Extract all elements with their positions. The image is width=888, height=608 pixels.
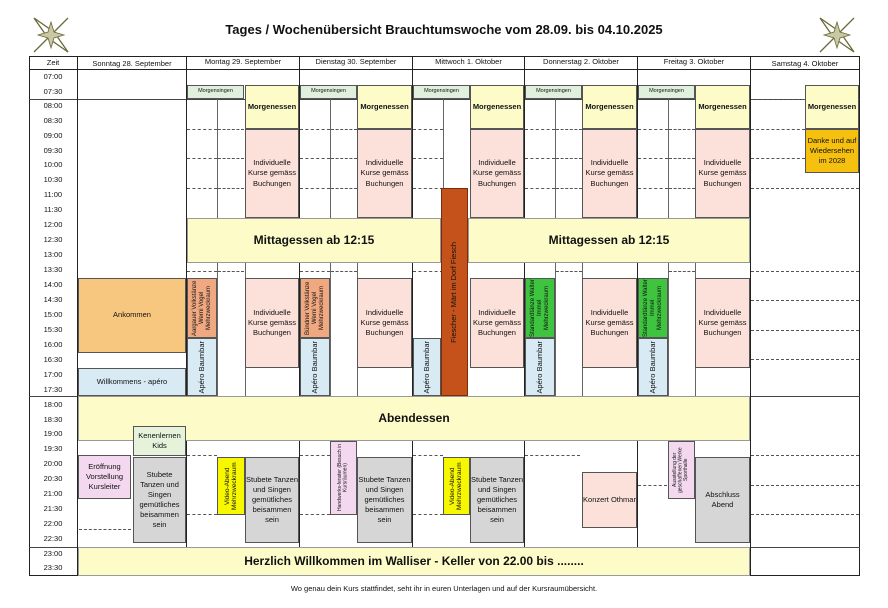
footer-note: Wo genau dein Kurs stattfindet, seht ihr in euren Unterlagen und auf der Kursraumübersicht.: [290, 584, 598, 593]
apero-label: Apéro Baumbar: [421, 340, 431, 394]
event-mittagessen: Mittagessen ab 12:15: [468, 218, 750, 263]
event-morgensingen: Morgensingen: [638, 85, 695, 99]
time-label: 20:30: [43, 474, 63, 483]
event-morgensingen: Morgensingen: [187, 85, 244, 99]
time-label: 15:00: [43, 310, 63, 319]
event-kurse: Individuelle Kurse gemäss Buchungen: [582, 278, 637, 368]
event-kurse: Individuelle Kurse gemäss Buchungen: [695, 278, 750, 368]
apero-label: Apéro Baumbar: [534, 340, 544, 394]
event-video-abend: [443, 457, 470, 515]
time-label: 13:30: [43, 265, 63, 274]
time-label: 17:00: [43, 370, 63, 379]
event-handwerksfenster: [330, 441, 357, 515]
event-ausstellung: [668, 441, 695, 499]
event-aargauer-volkstaenze: [187, 278, 217, 338]
event-kurse: Individuelle Kurse gemäss Buchungen: [245, 278, 299, 368]
event-morgenessen: Morgenessen: [805, 85, 859, 129]
day-header-thursday: Donnerstag 2. Oktober: [543, 57, 619, 66]
time-label: 10:00: [43, 160, 63, 169]
event-morgenessen: Morgenessen: [695, 85, 750, 129]
event-stubete: Stubete Tanzen und Singen gemütliches beisammen sein: [470, 457, 524, 543]
event-stubete: Stubete Tanzen und Singen gemütliches beisammen sein: [133, 457, 186, 543]
time-label: 16:00: [43, 340, 63, 349]
event-apero-baumbar: [413, 338, 441, 396]
event-kurse: Individuelle Kurse gemäss Buchungen: [582, 129, 637, 218]
event-kurse: Individuelle Kurse gemäss Buchungen: [470, 129, 524, 218]
time-label: 23:00: [43, 549, 63, 558]
time-label: 18:30: [43, 415, 63, 424]
time-label: 11:30: [43, 205, 63, 214]
time-label: 12:00: [43, 220, 63, 229]
event-willkommens-apero: Willkommens - apéro: [78, 368, 186, 396]
event-apero-baumbar: [187, 338, 217, 396]
event-fiescher-maert: [441, 188, 468, 396]
ausstellung-label: Ausstellung der geschaffenen Werke Sporthalle: [672, 447, 690, 493]
event-mittagessen: Mittagessen ab 12:15: [187, 218, 441, 263]
time-label: 22:00: [43, 519, 63, 528]
time-label: 20:00: [43, 459, 63, 468]
event-apero-baumbar: [638, 338, 668, 396]
event-apero-baumbar: [525, 338, 555, 396]
time-label: 11:00: [43, 190, 63, 199]
time-label: 21:30: [43, 504, 63, 513]
event-morgenessen: Morgenessen: [470, 85, 524, 129]
time-label: 15:30: [43, 325, 63, 334]
video-label: Video-Abend Mehrzweckraum: [449, 462, 464, 510]
day-header-friday: Freitag 3. Oktober: [663, 57, 725, 66]
time-label: 17:30: [43, 385, 63, 394]
event-walliser-keller: Herzlich Willkommen im Walliser - Keller von 22.00 bis ........: [78, 547, 750, 576]
time-label: 07:30: [43, 87, 63, 96]
event-morgenessen: Morgenessen: [245, 85, 299, 129]
event-danke: Danke und auf Wiedersehen im 2028: [805, 129, 859, 173]
time-label: 14:30: [43, 295, 63, 304]
event-kurse: Individuelle Kurse gemäss Buchungen: [357, 278, 412, 368]
event-kurse: Individuelle Kurse gemäss Buchungen: [245, 129, 299, 218]
event-standardtaenze: [525, 278, 555, 338]
standard-label: Standardtänze Walter Immel Mehrzweckraum: [529, 279, 550, 337]
day-header-sunday: Sonntag 28. September: [92, 59, 172, 68]
event-morgensingen: Morgensingen: [525, 85, 582, 99]
time-label: 19:00: [43, 429, 63, 438]
event-morgenessen: Morgenessen: [582, 85, 637, 129]
time-label: 16:30: [43, 355, 63, 364]
event-kennenlernen-kids: Kenenlernen Kids: [133, 426, 186, 456]
event-stubete: Stubete Tanzen und Singen gemütliches beisammen sein: [357, 457, 412, 543]
time-label: 09:30: [43, 146, 63, 155]
event-video-abend: [217, 457, 245, 515]
day-header-tuesday: Dienstag 30. September: [315, 57, 397, 66]
time-label: 18:00: [43, 400, 63, 409]
event-abendessen: Abendessen: [78, 396, 750, 441]
handwerk-label: Handwerks-fenster (Besuch in Kursräumen): [337, 444, 349, 512]
day-header-wednesday: Mittwoch 1. Oktober: [435, 57, 502, 66]
standard-label: Standardtänze Walter Immel Mehrzweckraum: [642, 279, 663, 337]
event-kurse: Individuelle Kurse gemäss Buchungen: [695, 129, 750, 218]
time-label: 08:30: [43, 116, 63, 125]
apero-label: Apéro Baumbar: [309, 340, 319, 394]
time-label: 09:00: [43, 131, 63, 140]
event-morgensingen: Morgensingen: [413, 85, 470, 99]
time-label: 13:00: [43, 250, 63, 259]
time-label: 12:30: [43, 235, 63, 244]
event-buendner-volkstaenze: [300, 278, 330, 338]
event-kurse: Individuelle Kurse gemäss Buchungen: [357, 129, 412, 218]
event-kurse: Individuelle Kurse gemäss Buchungen: [470, 278, 524, 368]
event-standardtaenze: [638, 278, 668, 338]
time-label: 07:00: [43, 72, 63, 81]
time-label: 22:30: [43, 534, 63, 543]
event-eroeffnung: Eröffnung Vorstellung Kursleiter: [78, 455, 131, 499]
event-konzert: Konzert Othmar: [582, 472, 637, 528]
time-label: 19:30: [43, 444, 63, 453]
event-morgensingen: Morgensingen: [300, 85, 357, 99]
fiescher-label: Fiescher - Märt im Dorf Fiesch: [449, 241, 459, 343]
event-ankommen: Ankommen: [78, 278, 186, 353]
apero-label: Apéro Baumbar: [647, 340, 657, 394]
day-header-monday: Montag 29. September: [204, 57, 282, 66]
page-title: Tages / Wochenübersicht Brauchtumswoche vom 28.09. bis 04.10.2025: [225, 22, 663, 37]
event-stubete: Stubete Tanzen und Singen gemütliches beisammen sein: [245, 457, 299, 543]
video-label: Video-Abend Mehrzweckraum: [223, 462, 238, 510]
event-morgenessen: Morgenessen: [357, 85, 412, 129]
time-label: 08:00: [43, 101, 63, 110]
time-label: 14:00: [43, 280, 63, 289]
day-header-saturday: Samstag 4. Oktober: [771, 59, 839, 68]
event-abschluss: Abschluss Abend: [695, 457, 750, 543]
time-header: Zeit: [46, 58, 60, 67]
apero-label: Apéro Baumbar: [196, 340, 206, 394]
buendner-label: Bündner Volkstänze Werni Vogel Mehrzweckraum: [304, 281, 325, 335]
time-label: 21:00: [43, 489, 63, 498]
time-label: 10:30: [43, 175, 63, 184]
aargauer-label: Aargauer Volkstänze Werni Vogel Mehrzweckraum: [191, 280, 212, 336]
time-label: 23:30: [43, 563, 63, 572]
event-apero-baumbar: [300, 338, 330, 396]
